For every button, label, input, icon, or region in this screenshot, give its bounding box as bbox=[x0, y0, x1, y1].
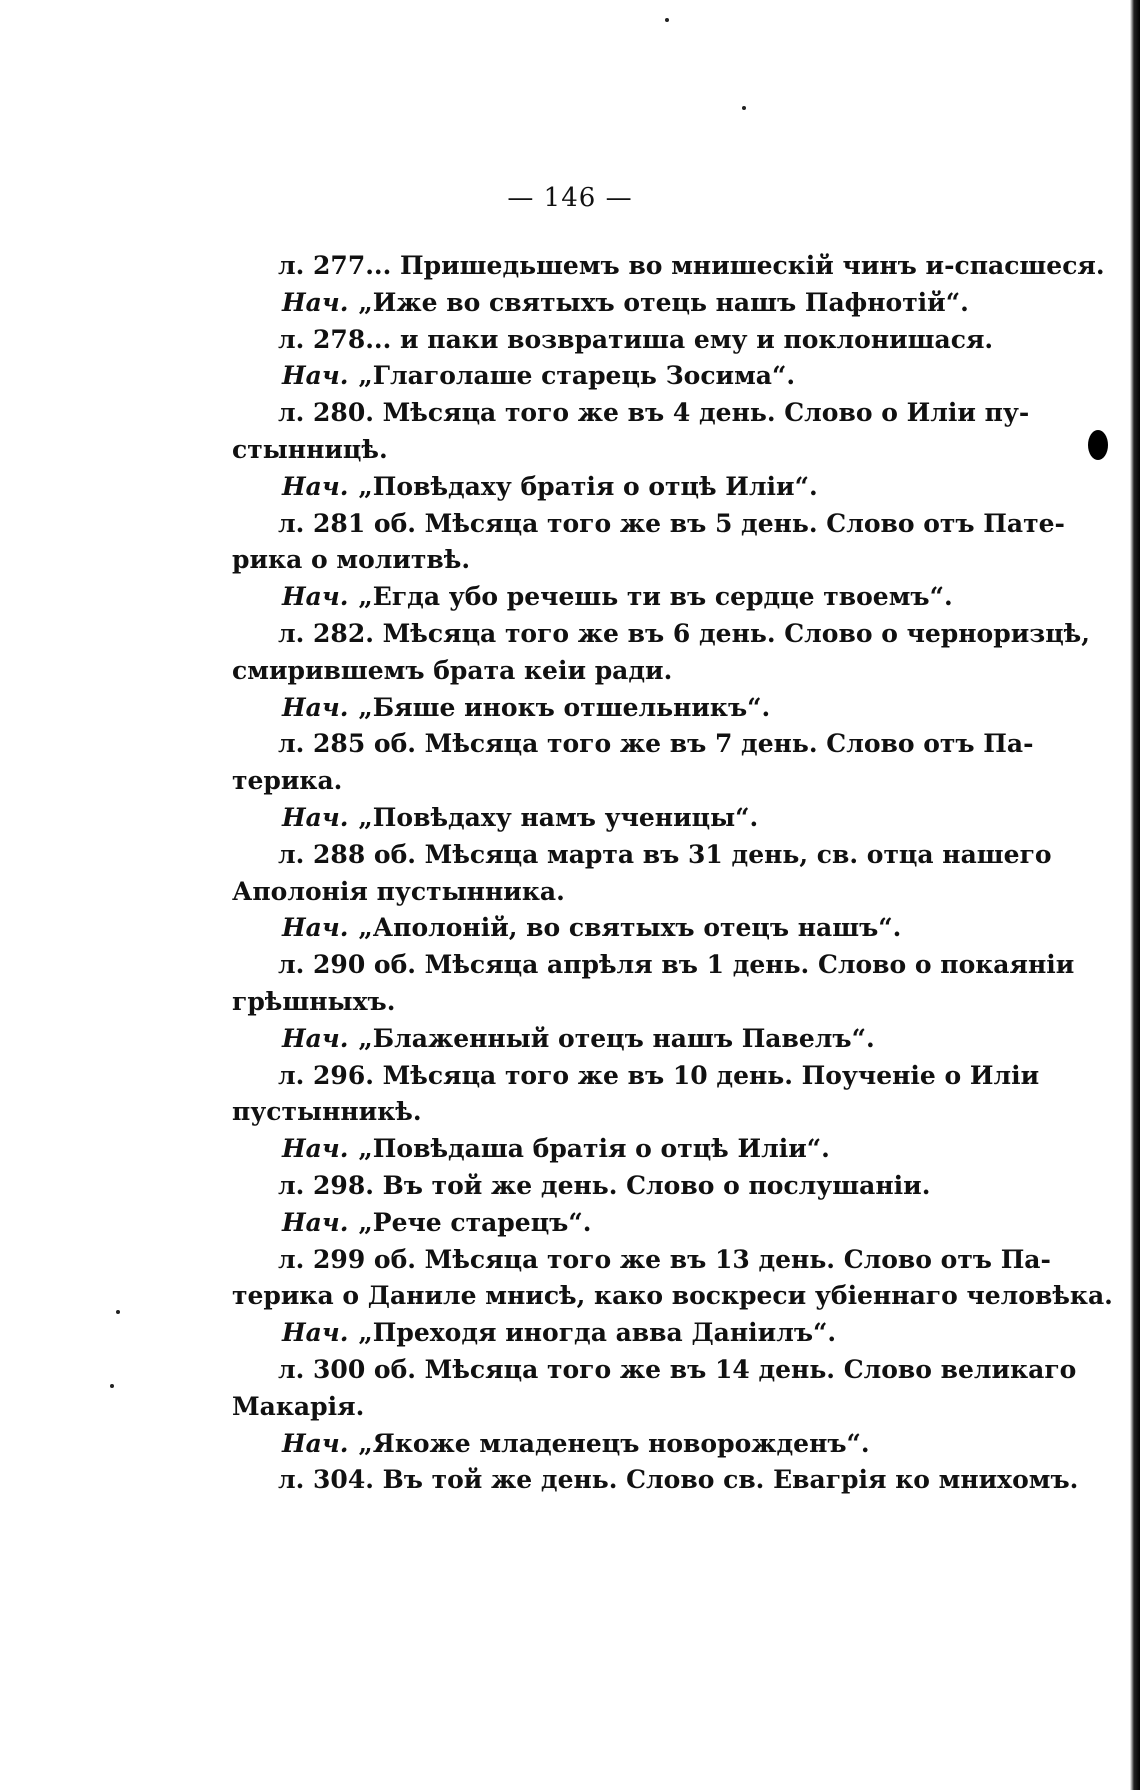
ink-blot bbox=[1088, 430, 1108, 460]
catalog-entry-line bbox=[232, 1242, 1051, 1279]
catalog-entry-line bbox=[232, 726, 1034, 763]
entry-text: л. 298. Въ той же день. Слово о послушаніи. bbox=[278, 1170, 931, 1200]
catalog-entry-line bbox=[232, 506, 1065, 543]
incipit-label: Нач. bbox=[282, 1318, 349, 1348]
incipit-label: Нач. bbox=[282, 1023, 349, 1053]
incipit-label: Нач. bbox=[282, 582, 349, 612]
incipit-line bbox=[232, 1205, 1010, 1242]
incipit-line bbox=[232, 1021, 1010, 1058]
incipit-text: „Повѣдаху намъ ученицы“. bbox=[358, 802, 759, 832]
incipit-text: „Рече старецъ“. bbox=[358, 1207, 592, 1237]
incipit-label: Нач. bbox=[282, 1207, 349, 1237]
incipit-text: „Егда убо речешь ти въ сердце твоемъ“. bbox=[358, 582, 953, 612]
incipit-line bbox=[232, 469, 1010, 506]
incipit-label: Нач. bbox=[282, 287, 349, 317]
incipit-line bbox=[232, 285, 1010, 322]
entry-text: терика о Даниле мнисѣ, како воскреси убіеннаго человѣка. bbox=[232, 1281, 1113, 1311]
incipit-line bbox=[232, 1315, 1010, 1352]
incipit-text: „Блаженный отецъ нашъ Павелъ“. bbox=[358, 1023, 875, 1053]
entry-text: л. 277... Пришедьшемъ во мнишескій чинъ и-спасшеся. bbox=[278, 251, 1105, 280]
scan-edge-shadow bbox=[1130, 0, 1140, 1790]
entry-text: л. 288 об. Мѣсяца марта въ 31 день, св. отца нашего bbox=[278, 839, 1052, 869]
incipit-label: Нач. bbox=[282, 692, 349, 722]
page-number: — 146 — bbox=[507, 183, 633, 213]
incipit-text: „Повѣдаху братія о отцѣ Иліи“. bbox=[358, 471, 818, 501]
catalog-entry-line bbox=[232, 837, 1052, 874]
entry-text: л. 300 об. Мѣсяца того же въ 14 день. Слово великаго bbox=[278, 1354, 1077, 1384]
entry-text: рика о молитвѣ. bbox=[232, 545, 471, 575]
entry-text: смирившемъ брата кеіи ради. bbox=[232, 655, 673, 685]
incipit-text: „Глаголаше старець Зосима“. bbox=[358, 361, 796, 391]
incipit-label: Нач. bbox=[282, 802, 349, 832]
entry-text: терика. bbox=[232, 766, 343, 796]
entry-text: стынницѣ. bbox=[232, 434, 388, 464]
entry-text: л. 282. Мѣсяца того же въ 6 день. Слово о черноризцѣ, bbox=[278, 618, 1090, 648]
incipit-text: „Якоже младенецъ новорожденъ“. bbox=[358, 1428, 870, 1458]
catalog-entry-line bbox=[232, 248, 1105, 285]
incipit-line bbox=[232, 579, 1010, 616]
catalog-entry-continuation bbox=[232, 874, 1010, 911]
entry-text: грѣшныхъ. bbox=[232, 986, 396, 1016]
incipit-line bbox=[232, 690, 1010, 727]
ink-speck bbox=[742, 106, 746, 110]
ink-speck bbox=[110, 1384, 114, 1388]
incipit-text: „Повѣдаша братія о отцѣ Иліи“. bbox=[358, 1134, 830, 1164]
catalog-entry-line bbox=[232, 1058, 1040, 1095]
incipit-text: „Бяше инокъ отшельникъ“. bbox=[358, 692, 771, 722]
entry-text: Макарія. bbox=[232, 1391, 365, 1421]
catalog-entry-continuation bbox=[232, 1094, 1010, 1131]
incipit-line bbox=[232, 800, 1010, 837]
catalog-entry-line bbox=[232, 1168, 1010, 1205]
entry-text: пустынникѣ. bbox=[232, 1097, 422, 1127]
catalog-entry-continuation bbox=[232, 984, 1010, 1021]
incipit-text: „Преходя иногда авва Даніилъ“. bbox=[358, 1318, 837, 1348]
entry-text: л. 285 об. Мѣсяца того же въ 7 день. Слово отъ Па- bbox=[278, 729, 1034, 759]
catalog-entry-line bbox=[232, 1352, 1077, 1389]
catalog-entry-continuation bbox=[232, 1389, 1010, 1426]
ink-speck bbox=[665, 18, 669, 22]
entry-text: л. 281 об. Мѣсяца того же въ 5 день. Слово отъ Пате- bbox=[278, 508, 1065, 538]
incipit-line bbox=[232, 358, 1010, 395]
incipit-label: Нач. bbox=[282, 913, 349, 943]
entry-text: л. 290 об. Мѣсяца апрѣля въ 1 день. Слово о покаяніи bbox=[278, 950, 1075, 980]
manuscript-catalog-text bbox=[232, 248, 1113, 1499]
incipit-label: Нач. bbox=[282, 471, 349, 501]
catalog-entry-line bbox=[232, 616, 1090, 653]
incipit-text: „Иже во святыхъ отець нашъ Пафнотій“. bbox=[358, 287, 969, 317]
incipit-label: Нач. bbox=[282, 361, 349, 391]
ink-speck bbox=[116, 1310, 120, 1314]
catalog-entry-line bbox=[232, 947, 1075, 984]
incipit-label: Нач. bbox=[282, 1428, 349, 1458]
incipit-label: Нач. bbox=[282, 1134, 349, 1164]
incipit-line bbox=[232, 1131, 1010, 1168]
incipit-text: „Аполоній, во святыхъ отецъ нашъ“. bbox=[358, 913, 902, 943]
entry-text: л. 278... и паки возвратиша ему и поклонишася. bbox=[278, 324, 994, 354]
incipit-line bbox=[232, 910, 1010, 947]
catalog-entry-continuation bbox=[232, 432, 1010, 469]
entry-text: л. 296. Мѣсяца того же въ 10 день. Поученіе о Иліи bbox=[278, 1060, 1040, 1090]
catalog-entry-line bbox=[232, 1462, 1079, 1499]
entry-text: л. 280. Мѣсяца того же въ 4 день. Слово о Иліи пу- bbox=[278, 398, 1030, 428]
entry-text: л. 299 об. Мѣсяца того же въ 13 день. Слово отъ Па- bbox=[278, 1244, 1051, 1274]
catalog-entry-line bbox=[232, 395, 1030, 432]
catalog-entry-continuation bbox=[232, 653, 1010, 690]
catalog-entry-continuation bbox=[232, 1278, 1113, 1315]
catalog-entry-continuation bbox=[232, 542, 1010, 579]
entry-text: Аполонія пустынника. bbox=[232, 876, 565, 906]
catalog-entry-line bbox=[232, 322, 1010, 359]
entry-text: л. 304. Въ той же день. Слово св. Евагрія ко мнихомъ. bbox=[278, 1465, 1079, 1495]
catalog-entry-continuation bbox=[232, 763, 1010, 800]
incipit-line bbox=[232, 1426, 1010, 1463]
